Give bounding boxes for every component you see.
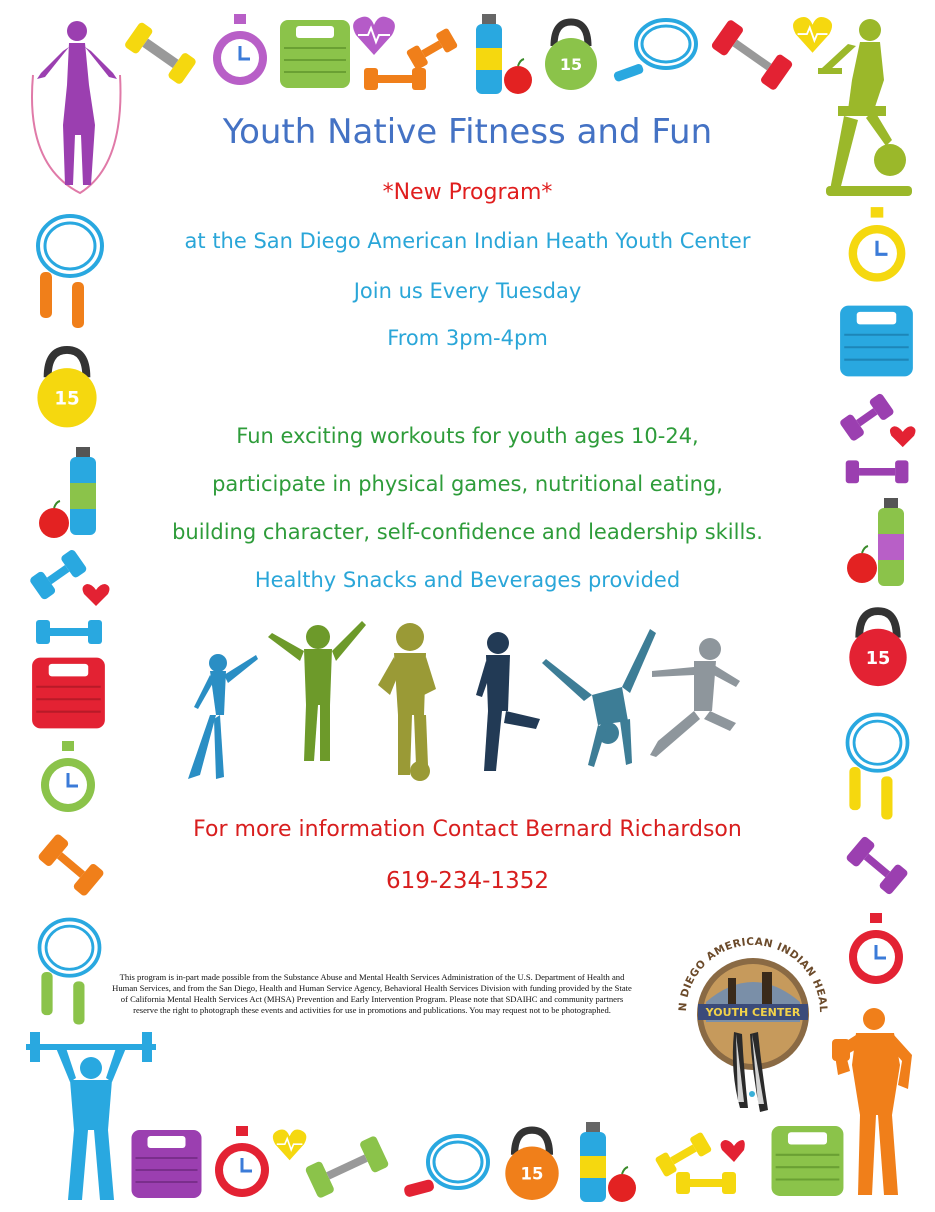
- dumbbell-icon: [836, 392, 921, 487]
- dumbbell-icon: [646, 1128, 746, 1198]
- dumbbell-icon: [300, 1132, 395, 1202]
- new-program-tag: *New Program*: [382, 180, 553, 205]
- phone-number: 619-234-1352: [386, 868, 549, 894]
- jump-rope-woman-icon: [25, 15, 125, 195]
- stopwatch-icon: [38, 738, 98, 820]
- youth-silhouettes-illustration: [180, 615, 750, 789]
- funding-disclaimer: This program is in-part made possible from the Substance Abuse and Mental Health Services Administration of the U.S. Department of Health and Human Services, and from the San Diego, Health and Human Service Agency, Behavioral Health Services Division with funding provided by the State of California Mental Health Services Act (MHSA) Prevention and Early Intervention Program. Please note that SDAIHC and community partners reserve the right to photograph these events and activities for use in promotions and publications. You may request not to be photographed.: [112, 972, 632, 1015]
- jump-rope-icon: [32, 910, 107, 1035]
- water-bottle-icon: [574, 1120, 644, 1205]
- description-line: Fun exciting workouts for youth ages 10-24,: [236, 424, 699, 448]
- description-line: building character, self-confidence and leadership skills.: [172, 520, 763, 544]
- dumbbell-icon: [705, 18, 800, 93]
- svg-text:YOUTH CENTER: YOUTH CENTER: [705, 1006, 801, 1019]
- water-bottle-icon: [34, 445, 106, 540]
- svg-text:SAN DIEGO AMERICAN INDIAN HEAL: N DIEGO AMERICAN INDIAN HEAL: [676, 935, 830, 1012]
- kettlebell-icon: [502, 1126, 562, 1202]
- svg-text:15: 15: [520, 1164, 544, 1184]
- scale-icon: [128, 1128, 206, 1200]
- flyer-title: Youth Native Fitness and Fun: [222, 112, 713, 152]
- contact-line: For more information Contact Bernard Richardson: [193, 817, 742, 842]
- svg-text:15: 15: [865, 649, 891, 670]
- dumbbell-icon: [840, 828, 915, 903]
- kettlebell-icon: [846, 605, 910, 690]
- water-bottle-icon: [470, 12, 540, 97]
- youth-center-logo: [668, 922, 838, 1121]
- snacks-line: Healthy Snacks and Beverages provided: [254, 568, 681, 592]
- stopwatch-icon: [846, 910, 906, 992]
- schedule-time: From 3pm-4pm: [387, 326, 548, 350]
- scale-icon: [768, 1124, 848, 1198]
- venue-line: at the San Diego American Indian Heath Youth Center: [184, 229, 751, 253]
- jump-rope-icon: [30, 210, 110, 335]
- schedule-day: Join us Every Tuesday: [353, 279, 582, 303]
- water-bottle-icon: [842, 496, 914, 591]
- dumbbell-icon: [28, 548, 113, 648]
- svg-text:15: 15: [54, 388, 80, 410]
- scale-icon: [278, 18, 353, 90]
- jump-rope-icon: [400, 1128, 495, 1208]
- stopwatch-icon: [845, 205, 909, 289]
- dumbbell-icon: [118, 18, 203, 88]
- stopwatch-icon: [212, 1124, 272, 1204]
- dumbbell-icon: [362, 24, 462, 94]
- exercise-bike-icon: [808, 10, 920, 210]
- jump-rope-icon: [840, 705, 915, 830]
- jump-rope-icon: [608, 14, 703, 94]
- svg-text:15: 15: [559, 55, 583, 74]
- kettlebell-icon: [542, 18, 600, 92]
- dumbbell-icon: [34, 825, 109, 905]
- scale-icon: [30, 654, 108, 732]
- kettlebell-icon: [34, 345, 100, 430]
- description-line: participate in physical games, nutritional eating,: [212, 472, 723, 496]
- stopwatch-icon: [210, 12, 270, 92]
- scale-icon: [838, 300, 916, 382]
